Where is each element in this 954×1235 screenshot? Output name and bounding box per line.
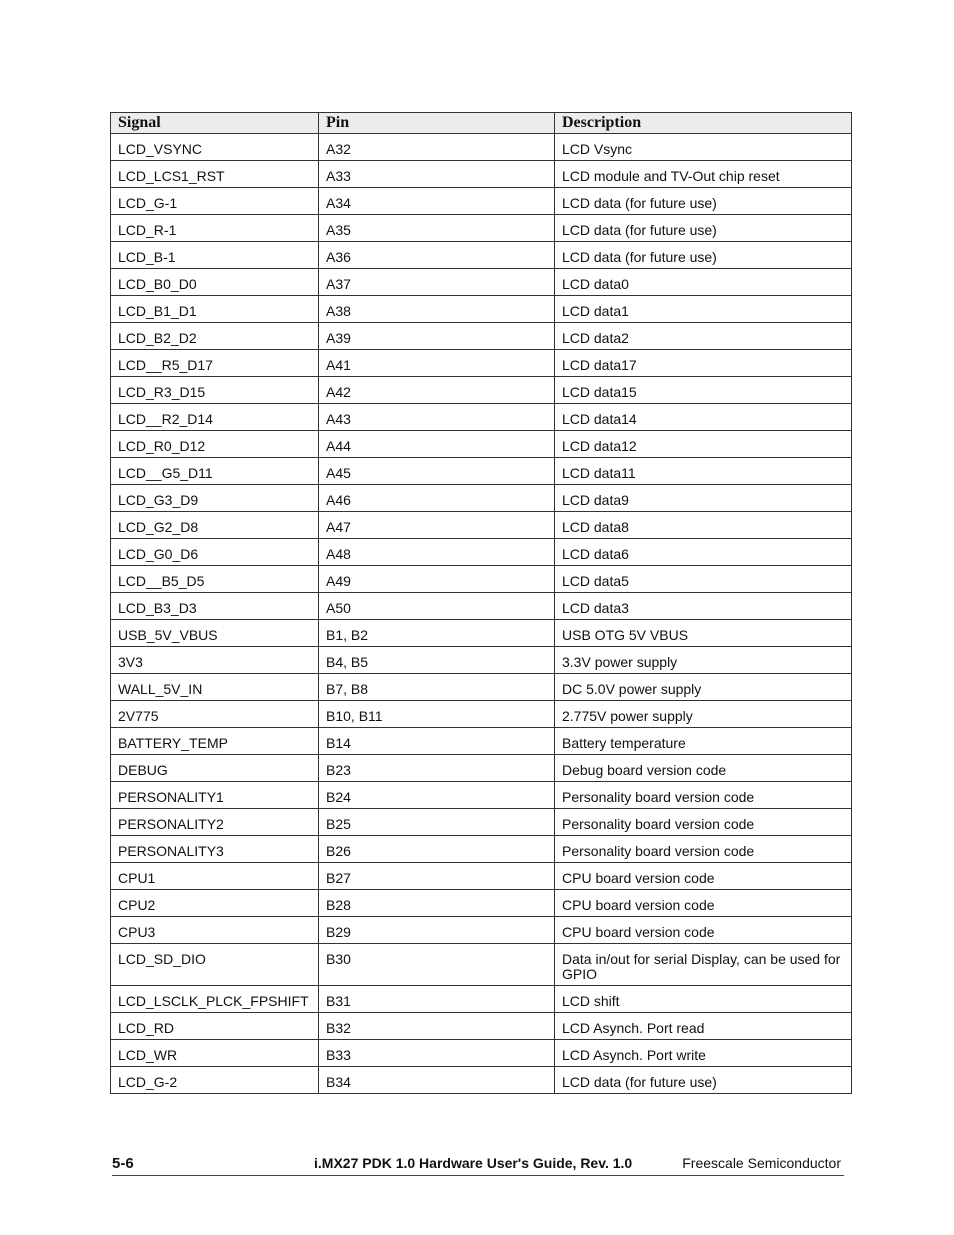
table-row [111,242,852,269]
cell-signal: CPU1 [111,863,319,890]
table-row [111,863,852,890]
table-row [111,1013,852,1040]
cell-pin: B4, B5 [319,647,555,674]
cell-pin: A43 [319,404,555,431]
cell-description: LCD data3 [555,593,852,620]
cell-pin: A37 [319,269,555,296]
cell-description: Personality board version code [555,809,852,836]
cell-description: LCD data17 [555,350,852,377]
cell-signal: LCD_WR [111,1040,319,1067]
table-row [111,350,852,377]
cell-description: LCD Vsync [555,134,852,161]
cell-description: Personality board version code [555,782,852,809]
page-footer [112,1153,844,1176]
cell-signal: LCD_B0_D0 [111,269,319,296]
cell-signal: PERSONALITY3 [111,836,319,863]
table-row [111,944,852,986]
cell-description: LCD data5 [555,566,852,593]
cell-description: LCD data12 [555,431,852,458]
table-row [111,566,852,593]
table-row [111,269,852,296]
column-header-description: Description [555,113,852,134]
cell-description: Data in/out for serial Display, can be used for GPIO [555,944,852,986]
cell-description: LCD data8 [555,512,852,539]
cell-description: LCD data (for future use) [555,188,852,215]
table-row [111,458,852,485]
cell-pin: A50 [319,593,555,620]
cell-description: CPU board version code [555,863,852,890]
cell-signal: LCD_G0_D6 [111,539,319,566]
table-row [111,188,852,215]
table-row [111,620,852,647]
cell-pin: A47 [319,512,555,539]
cell-description: Debug board version code [555,755,852,782]
table-row [111,890,852,917]
cell-pin: A45 [319,458,555,485]
company-name: Freescale Semiconductor [682,1155,841,1171]
cell-pin: B7, B8 [319,674,555,701]
cell-signal: LCD_LSCLK_PLCK_FPSHIFT [111,986,319,1013]
cell-signal: LCD_B3_D3 [111,593,319,620]
cell-signal: CPU2 [111,890,319,917]
cell-pin: B32 [319,1013,555,1040]
cell-signal: LCD_G-1 [111,188,319,215]
column-header-pin: Pin [319,113,555,134]
cell-pin: B31 [319,986,555,1013]
table-row [111,674,852,701]
cell-description: LCD Asynch. Port read [555,1013,852,1040]
cell-pin: A39 [319,323,555,350]
cell-description: USB OTG 5V VBUS [555,620,852,647]
cell-description: LCD data15 [555,377,852,404]
cell-signal: LCD__G5_D11 [111,458,319,485]
cell-pin: B34 [319,1067,555,1094]
cell-signal: LCD__R5_D17 [111,350,319,377]
cell-pin: A46 [319,485,555,512]
cell-signal: LCD__B5_D5 [111,566,319,593]
cell-description: CPU board version code [555,890,852,917]
cell-signal: PERSONALITY1 [111,782,319,809]
cell-description: 3.3V power supply [555,647,852,674]
table-row [111,323,852,350]
cell-pin: A42 [319,377,555,404]
cell-pin: A35 [319,215,555,242]
table-row [111,512,852,539]
table-row [111,215,852,242]
cell-signal: WALL_5V_IN [111,674,319,701]
table-row [111,485,852,512]
cell-signal: LCD_RD [111,1013,319,1040]
cell-pin: B29 [319,917,555,944]
cell-description: LCD data1 [555,296,852,323]
cell-signal: USB_5V_VBUS [111,620,319,647]
cell-signal: 3V3 [111,647,319,674]
cell-signal: LCD_B1_D1 [111,296,319,323]
cell-signal: DEBUG [111,755,319,782]
cell-description: Personality board version code [555,836,852,863]
cell-description: 2.775V power supply [555,701,852,728]
cell-pin: A38 [319,296,555,323]
table-row [111,986,852,1013]
cell-pin: B26 [319,836,555,863]
cell-signal: BATTERY_TEMP [111,728,319,755]
cell-pin: B25 [319,809,555,836]
cell-description: LCD data (for future use) [555,1067,852,1094]
table-row [111,647,852,674]
table-row [111,404,852,431]
cell-pin: A44 [319,431,555,458]
table-row [111,377,852,404]
cell-signal: LCD_G2_D8 [111,512,319,539]
cell-description: LCD data (for future use) [555,242,852,269]
table-row [111,1040,852,1067]
cell-description: LCD data0 [555,269,852,296]
table-row [111,701,852,728]
table-row [111,296,852,323]
table-row [111,782,852,809]
cell-description: LCD data9 [555,485,852,512]
cell-pin: A33 [319,161,555,188]
table-body [111,134,852,1094]
cell-pin: B33 [319,1040,555,1067]
table-row [111,161,852,188]
cell-signal: LCD_B2_D2 [111,323,319,350]
cell-description: LCD shift [555,986,852,1013]
cell-signal: LCD_LCS1_RST [111,161,319,188]
cell-signal: LCD__R2_D14 [111,404,319,431]
cell-signal: LCD_R-1 [111,215,319,242]
table-row [111,917,852,944]
table-row [111,836,852,863]
cell-signal: LCD_R0_D12 [111,431,319,458]
cell-pin: A48 [319,539,555,566]
table-row [111,539,852,566]
table-row [111,134,852,161]
cell-signal: CPU3 [111,917,319,944]
cell-description: CPU board version code [555,917,852,944]
cell-pin: A34 [319,188,555,215]
cell-pin: B30 [319,944,555,986]
cell-description: LCD data6 [555,539,852,566]
page-number: 5-6 [112,1155,134,1172]
document-title: i.MX27 PDK 1.0 Hardware User's Guide, Rev. 1.0 [314,1155,633,1171]
table-row [111,1067,852,1094]
cell-signal: LCD_G3_D9 [111,485,319,512]
cell-pin: B24 [319,782,555,809]
cell-signal: LCD_B-1 [111,242,319,269]
cell-signal: LCD_G-2 [111,1067,319,1094]
cell-pin: B27 [319,863,555,890]
table-row [111,593,852,620]
cell-description: LCD data (for future use) [555,215,852,242]
cell-description: LCD module and TV-Out chip reset [555,161,852,188]
table-row [111,431,852,458]
signal-pin-table [110,112,852,1094]
cell-pin: A36 [319,242,555,269]
cell-signal: LCD_VSYNC [111,134,319,161]
table-row [111,755,852,782]
cell-pin: A41 [319,350,555,377]
cell-description: LCD data14 [555,404,852,431]
cell-pin: B14 [319,728,555,755]
cell-description: LCD Asynch. Port write [555,1040,852,1067]
table-header-row [111,113,852,134]
cell-description: DC 5.0V power supply [555,674,852,701]
cell-description: Battery temperature [555,728,852,755]
cell-pin: A32 [319,134,555,161]
column-header-signal: Signal [111,113,319,134]
table-row [111,809,852,836]
cell-pin: B1, B2 [319,620,555,647]
cell-signal: LCD_SD_DIO [111,944,319,986]
cell-pin: B10, B11 [319,701,555,728]
cell-signal: LCD_R3_D15 [111,377,319,404]
cell-pin: B28 [319,890,555,917]
cell-pin: A49 [319,566,555,593]
cell-signal: PERSONALITY2 [111,809,319,836]
table-row [111,728,852,755]
cell-signal: 2V775 [111,701,319,728]
cell-pin: B23 [319,755,555,782]
cell-description: LCD data11 [555,458,852,485]
cell-description: LCD data2 [555,323,852,350]
